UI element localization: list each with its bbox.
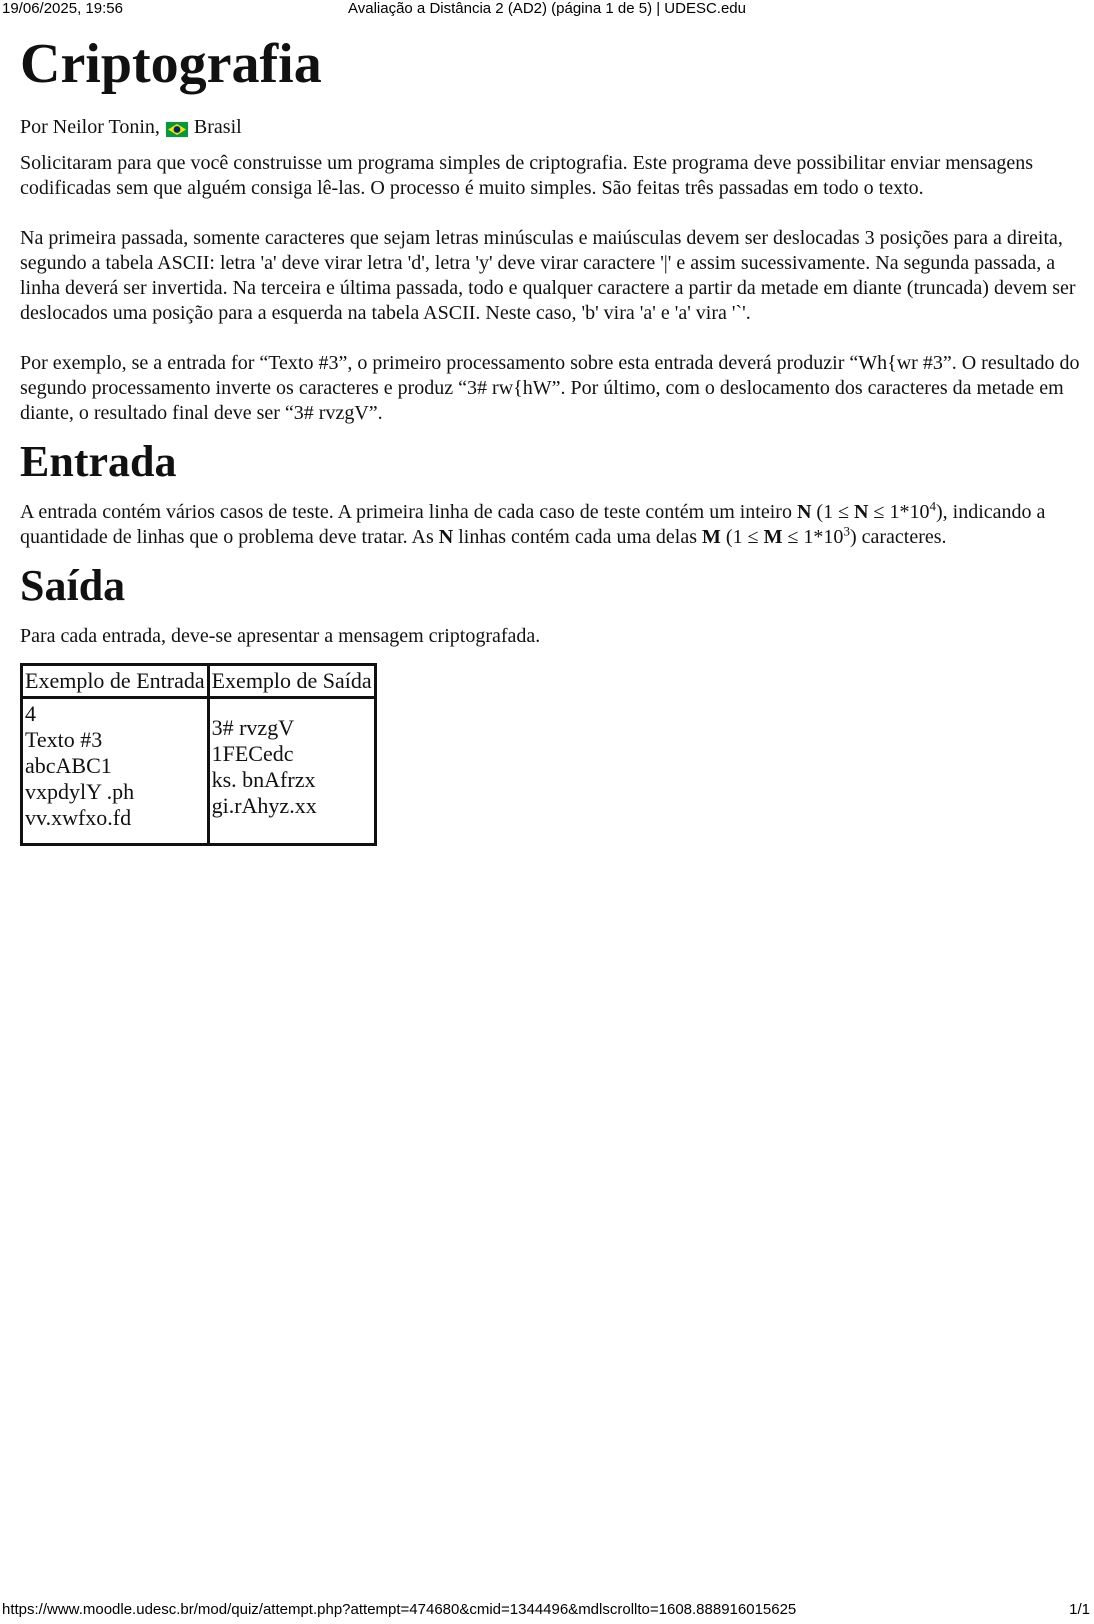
sample-output-line: 1FECedc: [211, 741, 294, 766]
input-description: A entrada contém vários casos de teste. A primeira linha de cada caso de teste contém um inteiro N $(1 \le N \le 1*10^4)$, indicando a quantidade de linhas que o problema deve tratar. As N linhas contém cada uma delas M $(1 \le M \le 1*10^3)$ caracteres.: [20, 498, 1046, 548]
sample-input-line: vv.xwfxo.fd: [25, 805, 132, 830]
sample-input-line: abcABC1: [25, 753, 112, 778]
sample-input-line: vxpdylY .ph: [25, 779, 135, 804]
sample-input-line: 4: [25, 701, 36, 726]
author-name: Por Neilor Tonin,: [20, 116, 160, 138]
description-paragraph-3: Por exemplo, se a entrada for “Texto #3”, o primeiro processamento sobre esta entrada deverá produzir “Wh{wr #3”. O resultado do segundo processamento inverte os caracteres e produz “3# rw{hW”. Por último, com o deslocamento dos caracteres da metade em diante, o resultado final deve ser “3# rvzgV”.: [20, 352, 1080, 424]
print-url: https://www.moodle.udesc.br/mod/quiz/attempt.php?attempt=474680&cmid=1344496&mdlscrollto=1608.888916015625: [2, 1601, 797, 1618]
sample-output-cell: [208, 698, 375, 845]
author-line: [20, 116, 1080, 139]
print-footer: [0, 1601, 1094, 1621]
sample-io-table: [20, 663, 377, 846]
sample-input-line: Texto #3: [25, 727, 103, 752]
author-country: Brasil: [193, 116, 242, 138]
print-header: [0, 0, 1094, 20]
output-section-title: Saída: [20, 561, 126, 610]
sample-output-line: ks. bnAfrzx: [211, 767, 316, 792]
problem-content: [20, 33, 1080, 846]
brazil-flag-icon: [166, 120, 188, 135]
problem-title: Criptografia: [20, 33, 322, 95]
description-paragraph-2: Na primeira passada, somente caracteres que sejam letras minúsculas e maiúsculas devem ser deslocadas 3 posições para a direita, segundo a tabela ASCII: letra 'a' deve virar letra 'd', letra 'y' deve virar caractere '|' e assim sucessivamente. Na segunda passada, a linha deverá ser invertida. Na terceira e última passada, todo e qualquer caractere a partir da metade em diante (truncada) devem ser deslocados uma posição para a esquerda na tabela ASCII. Neste caso, 'b' vira 'a' e 'a' vira '`'.: [20, 227, 1076, 324]
sample-output-line: 3# rvzgV: [211, 715, 295, 740]
sample-input-cell: [22, 698, 209, 845]
sample-output-header: Exemplo de Saída: [208, 665, 375, 698]
input-section-title: Entrada: [20, 437, 177, 486]
sample-output-line: gi.rAhyz.xx: [211, 793, 317, 818]
print-page-count: 1/1: [1069, 1601, 1090, 1618]
sample-input-header: Exemplo de Entrada: [22, 665, 209, 698]
description-paragraph-1: Solicitaram para que você construisse um programa simples de criptografia. Este programa deve possibilitar enviar mensagens codificadas sem que alguém consiga lê-las. O processo é muito simples. São feitas três passadas em todo o texto.: [20, 152, 1034, 199]
print-datetime: 19/06/2025, 19:56: [2, 0, 123, 17]
output-description: Para cada entrada, deve-se apresentar a mensagem criptografada.: [20, 625, 541, 647]
print-page-title: Avaliação a Distância 2 (AD2) (página 1 de 5) | UDESC.edu: [348, 0, 746, 17]
